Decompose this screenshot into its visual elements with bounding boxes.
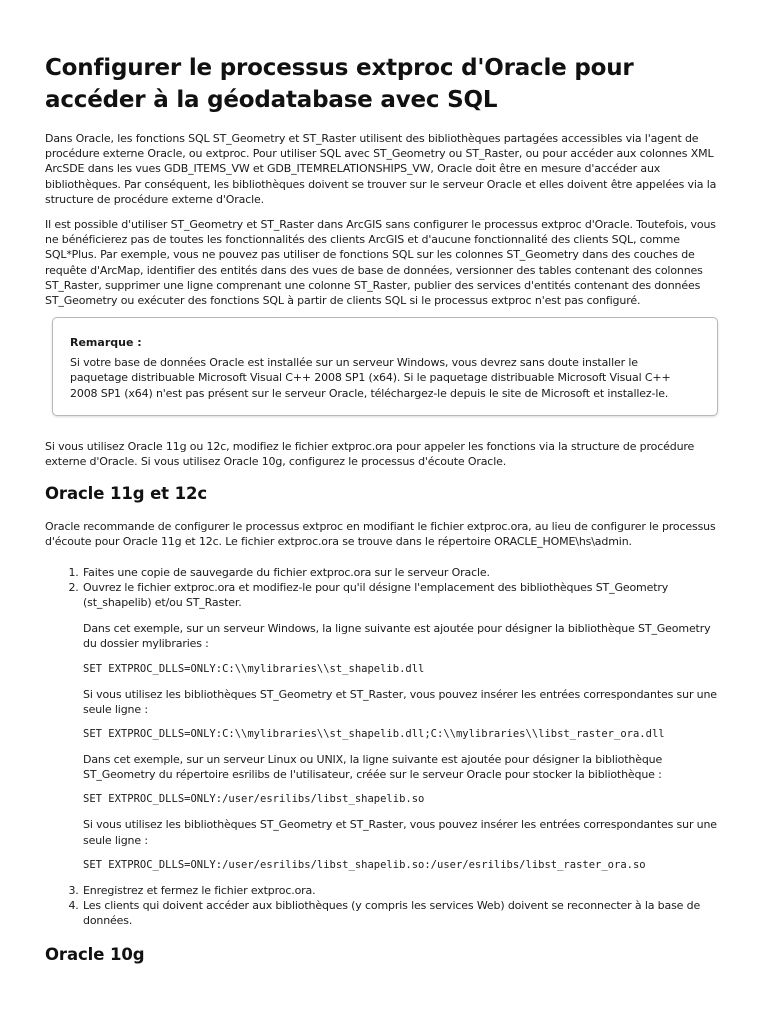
- document-page: [45, 52, 725, 964]
- code-windows-both: SET EXTPROC_DLLS=ONLY:C:\\mylibraries\\st_shapelib.dll;C:\\mylibraries\\libst_raster_ora.dll: [83, 728, 665, 741]
- note-text: Si votre base de données Oracle est installée sur un serveur Windows, vous devrez sans doute installer le paquetage distribuable Microsoft Visual C++ 2008 SP1 (x64). Si le paquetage distribuable Microsoft Visual C++ 2008 SP1 (x64) n'est pas présent sur le serveur Oracle, téléchargez-le depuis le site de Microsoft et installez-le.: [70, 356, 671, 400]
- page-title: Configurer le processus extproc d'Oracle pour accéder à la géodatabase avec SQL: [45, 55, 634, 113]
- step-3-text: Enregistrez et fermez le fichier extproc.ora.: [83, 883, 316, 897]
- step-2-windows-text: Dans cet exemple, sur un serveur Windows, la ligne suivante est ajoutée pour désigner la bibliothèque ST_Geometry du dossier mylibraries :: [83, 622, 711, 651]
- intro-paragraph-2: Il est possible d'utiliser ST_Geometry et ST_Raster dans ArcGIS sans configurer le processus extproc d'Oracle. Toutefois, vous ne bénéficierez pas de toutes les fonctionnalités des clients ArcGIS et d'aucune fonctionnalité des clients SQL, comme SQL*Plus. Par exemple, vous ne pouvez pas utiliser de fonctions SQL sur les colonnes ST_Geometry dans des couches de requête d'ArcMap, identifier des entités dans des vues de base de données, versionner des tables contenant des colonnes ST_Raster, supprimer une ligne comprenant une colonne ST_Raster, publier des services d'entités contenant des données ST_Geometry ou exécuter des fonctions SQL à partir de clients SQL si le processus extproc n'est pas configuré.: [45, 218, 716, 308]
- intro-paragraph-1: Dans Oracle, les fonctions SQL ST_Geometry et ST_Raster utilisent des bibliothèques partagées accessibles via l'agent de procédure externe Oracle, ou extproc. Pour utiliser SQL avec ST_Geometry ou ST_Raster, ou pour accéder aux colonnes XML ArcSDE dans les vues GDB_ITEMS_VW et GDB_ITEMRELATIONSHIPS_VW, Oracle doit être en mesure d'accéder aux bibliothèques. Par conséquent, les bibliothèques doivent se trouver sur le serveur Oracle et elles doivent être appelées via la structure de procédure externe d'Oracle.: [45, 132, 717, 206]
- section-heading-10g: Oracle 10g: [45, 944, 145, 964]
- step-2-unix-both-text: Si vous utilisez les bibliothèques ST_Geometry et ST_Raster, vous pouvez insérer les entrées correspondantes sur une seule ligne :: [83, 818, 717, 847]
- step-1: [82, 565, 725, 580]
- step-2-unix-text: Dans cet exemple, sur un serveur Linux ou UNIX, la ligne suivante est ajoutée pour désigner la bibliothèque ST_Geometry du répertoire esrilibs de l'utilisateur, créée sur le serveur Oracle pour stocker la bibliothèque :: [83, 753, 663, 782]
- intro-paragraph-3: Si vous utilisez Oracle 11g ou 12c, modifiez le fichier extproc.ora pour appeler les fonctions via la structure de procédure externe d'Oracle. Si vous utilisez Oracle 10g, configurez le processus d'écoute Oracle.: [45, 439, 695, 469]
- section-11g-intro: Oracle recommande de configurer le processus extproc en modifiant le fichier extproc.ora, au lieu de configurer le processus d'écoute pour Oracle 11g et 12c. Le fichier extproc.ora se trouve dans le répertoire ORACLE_HOME\hs\admin.: [45, 520, 716, 549]
- step-2-windows-both-text: Si vous utilisez les bibliothèques ST_Geometry et ST_Raster, vous pouvez insérer les entrées correspondantes sur une seule ligne :: [83, 687, 717, 716]
- code-unix-both: SET EXTPROC_DLLS=ONLY:/user/esrilibs/libst_shapelib.so:/user/esrilibs/libst_raster_ora.so: [83, 858, 646, 871]
- step-2: [82, 580, 725, 872]
- note-box: [52, 317, 718, 416]
- steps-list: [45, 565, 725, 929]
- section-heading-11g-12c: Oracle 11g et 12c: [45, 484, 208, 504]
- step-4: [82, 898, 725, 928]
- step-1-text: Faites une copie de sauvegarde du fichier extproc.ora sur le serveur Oracle.: [83, 565, 490, 579]
- step-2-text: Ouvrez le fichier extproc.ora et modifiez-le pour qu'il désigne l'emplacement des bibliothèques ST_Geometry (st_shapelib) et/ou ST_Raster.: [83, 580, 669, 610]
- code-unix-single: SET EXTPROC_DLLS=ONLY:/user/esrilibs/libst_shapelib.so: [83, 793, 425, 806]
- step-4-text: Les clients qui doivent accéder aux bibliothèques (y compris les services Web) doivent se reconnecter à la base de données.: [83, 899, 701, 928]
- step-3: [82, 883, 725, 898]
- note-title: Remarque :: [70, 336, 142, 350]
- code-windows-single: SET EXTPROC_DLLS=ONLY:C:\\mylibraries\\st_shapelib.dll: [83, 662, 425, 675]
